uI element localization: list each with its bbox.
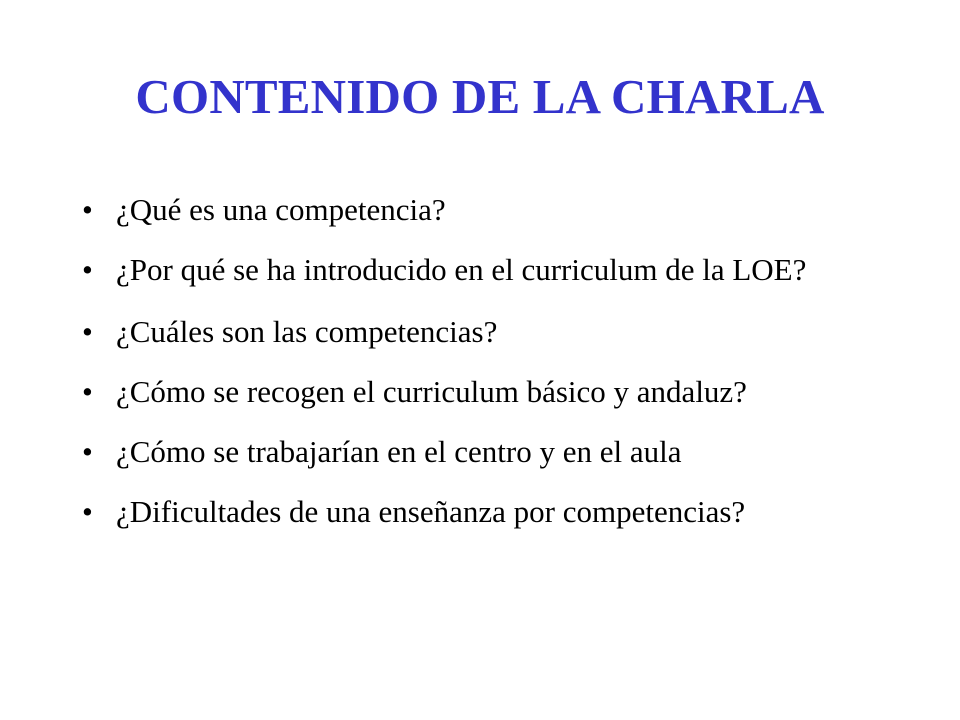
list-item bbox=[82, 250, 882, 290]
bullet-icon: • bbox=[82, 434, 93, 469]
list-item-text: ¿Por qué se ha introducido en el curriculum de la LOE? bbox=[116, 252, 807, 287]
bullet-icon: • bbox=[82, 494, 93, 529]
list-item bbox=[82, 312, 882, 352]
bullet-list bbox=[82, 190, 882, 552]
bullet-icon: • bbox=[82, 314, 93, 349]
list-item bbox=[82, 190, 882, 230]
list-item-text: ¿Qué es una competencia? bbox=[116, 192, 446, 227]
list-item bbox=[82, 492, 882, 532]
list-item-text: ¿Cuáles son las competencias? bbox=[116, 314, 498, 349]
list-item-text: ¿Cómo se recogen el curriculum básico y andaluz? bbox=[116, 374, 747, 409]
bullet-icon: • bbox=[82, 374, 93, 409]
bullet-icon: • bbox=[82, 192, 93, 227]
list-item-text: ¿Dificultades de una enseñanza por competencias? bbox=[116, 494, 746, 529]
list-item bbox=[82, 372, 882, 412]
list-item bbox=[82, 432, 882, 472]
slide-title: CONTENIDO DE LA CHARLA bbox=[135, 69, 825, 124]
list-item-text: ¿Cómo se trabajarían en el centro y en el aula bbox=[116, 434, 682, 469]
bullet-icon: • bbox=[82, 252, 93, 287]
